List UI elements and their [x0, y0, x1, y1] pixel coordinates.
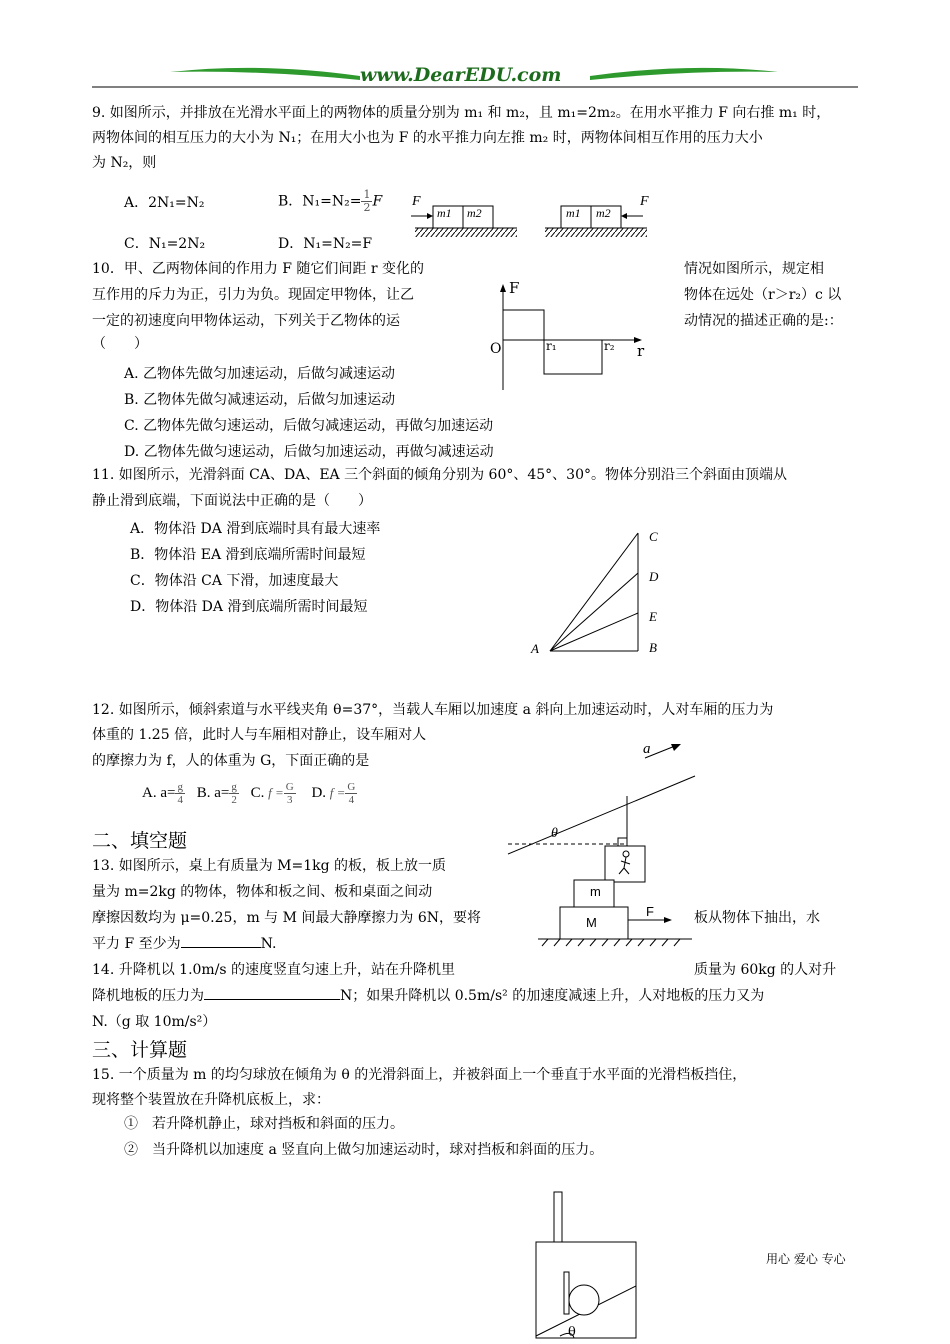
q9-fig-m2-right: m2: [596, 206, 611, 220]
q15-fig-theta: θ: [568, 1325, 576, 1340]
q13-answer-blank[interactable]: [181, 933, 261, 948]
section-calc-title: 三、计算题: [92, 1039, 188, 1061]
q9-line2: 两物体间的相互压力的大小为 N₁；在用大小也为 F 的水平推力向左推 m₂ 时，两物体间相互作用的压力大小: [92, 130, 763, 146]
q13-fig-M: M: [586, 915, 597, 930]
q10-option-b: B. 乙物体先做匀减速运动，后做匀加速运动: [124, 392, 396, 408]
q10-option-d: D. 乙物体先做匀速运动，后做匀加速运动，再做匀减速运动: [124, 444, 494, 460]
q10-line1b: 情况如图所示，规定相: [684, 261, 824, 277]
q10-fig-O: O: [490, 341, 502, 357]
q9-line3: 为 N₂，则: [92, 155, 157, 171]
q14-line1a: 14. 升降机以 1.0m/s 的速度竖直匀速上升，站在升降机里: [92, 962, 456, 978]
q13-line2: 量为 m=2kg 的物体，物体和板之间、板和桌面之间动: [92, 884, 433, 900]
q12-cable-car-figure: [505, 740, 705, 890]
q15-item-1: ① 若升降机静止，球对挡板和斜面的压力。: [124, 1116, 404, 1132]
q9-line1: 9. 如图所示，并排放在光滑水平面上的两物体的质量分别为 m₁ 和 m₂，且 m₁=2m₂。在用水平推力 F 向右推 m₁ 时，: [92, 105, 831, 121]
q15-elevator-figure: [532, 1192, 652, 1342]
q9-fig-F-right: F: [640, 194, 649, 209]
q10-line2a: 互作用的斥力为正，引力为负。现固定甲物体，让乙: [92, 287, 414, 303]
q9-option-c: C．N₁=2N₂: [124, 236, 206, 252]
q13-fig-m: m: [590, 884, 601, 899]
q13-fig-F: F: [646, 904, 654, 919]
q11-option-a: A．物体沿 DA 滑到底端时具有最大速率: [130, 521, 381, 537]
q11-option-b: B．物体沿 EA 滑到底端所需时间最短: [130, 547, 366, 563]
site-logo: www.DearEDU.com: [360, 64, 562, 86]
q11-fig-A: A: [531, 641, 539, 656]
q10-line1a: 10．甲、乙两物体间的作用力 F 随它们间距 r 变化的: [92, 261, 425, 277]
q10-option-c: C. 乙物体先做匀速运动，后做匀减速运动，再做匀加速运动: [124, 418, 494, 434]
q13-line4: 平力 F 至少为 N.: [92, 933, 276, 955]
q9-fig-F-left: F: [412, 194, 421, 209]
q13-line1: 13. 如图所示，桌上有质量为 M=1kg 的板，板上放一质: [92, 858, 447, 874]
footer-motto: 用心 爱心 专心: [766, 1252, 846, 1266]
q11-fig-C: C: [649, 529, 658, 544]
q12-line1: 12. 如图所示，倾斜索道与水平线夹角 θ=37°，当载人车厢以加速度 a 斜向上加速运动时，人对车厢的压力为: [92, 702, 774, 718]
q12-options: A. a= $\frac{g}{4}$ B. a= $\frac{g}{2}$ C. f = $\frac{G}{3}$ D. f = $\frac{G}{4}$: [142, 781, 356, 806]
q9-fig-m1-left: m1: [437, 206, 452, 220]
q15-item-2: ② 当升降机以加速度 a 竖直向上做匀加速运动时，球对挡板和斜面的压力。: [124, 1142, 604, 1158]
q10-fig-r: r: [637, 342, 645, 360]
q11-fig-E: E: [649, 609, 657, 624]
q14-line2: 降机地板的压力为 N；如果升降机以 0.5m/s² 的加速度减速上升，人对地板的压力又为: [92, 985, 764, 1007]
q14-answer-blank[interactable]: [204, 985, 340, 1000]
q12-fig-a: a: [643, 741, 651, 757]
q10-fig-F: F: [509, 279, 520, 297]
q14-line1b: 质量为 60kg 的人对升: [694, 962, 837, 978]
q10-option-a: A. 乙物体先做匀加速运动，后做匀减速运动: [124, 366, 396, 382]
q12-line2: 体重的 1.25 倍，此时人与车厢相对静止，设车厢对人: [92, 727, 427, 743]
q10-fig-r1: r₁: [546, 339, 557, 353]
q12-line3: 的摩擦力为 f，人的体重为 G，下面正确的是: [92, 753, 370, 769]
q11-line1: 11. 如图所示，光滑斜面 CA、DA、EA 三个斜面的倾角分别为 60°、45°、30°。物体分别沿三个斜面由顶端从: [92, 467, 787, 483]
q11-fig-D: D: [649, 569, 659, 584]
section-fill-in-title: 二、填空题: [92, 830, 188, 852]
q15-line2: 现将整个装置放在升降机底板上，求：: [92, 1092, 330, 1108]
q9-option-b: B．N₁=N₂= $\frac{1}{2}$ F: [278, 188, 383, 214]
q10-force-graph: [488, 282, 658, 392]
q10-line3b: 动情况的描述正确的是:：: [684, 313, 843, 329]
q9-fig-m1-right: m1: [566, 206, 581, 220]
q9-fig-m2-left: m2: [467, 206, 482, 220]
q14-line3: N.（g 取 10m/s²）: [92, 1014, 217, 1030]
q12-fig-theta: θ: [551, 826, 558, 841]
q15-line1: 15. 一个质量为 m 的均匀球放在倾角为 θ 的光滑斜面上，并被斜面上一个垂直于水平面的光滑档板挡住，: [92, 1067, 747, 1083]
q13-line3b: 板从物体下抽出，水: [694, 910, 820, 926]
q10-line3a: 一定的初速度向甲物体运动，下列关于乙物体的运: [92, 313, 400, 329]
q9-option-a: A．2N₁=N₂: [124, 195, 205, 211]
q10-line2b: 物体在远处（r＞r₂）c 以: [684, 287, 842, 303]
q10-fig-r2: r₂: [604, 339, 615, 353]
q11-fig-B: B: [649, 640, 657, 655]
q13-board-figure: [532, 880, 702, 950]
q11-line2: 静止滑到底端，下面说法中正确的是（ ）: [92, 493, 372, 509]
q13-line3a: 摩擦因数均为 μ=0.25，m 与 M 间最大静摩擦力为 6N，要将: [92, 910, 482, 926]
q11-option-c: C．物体沿 CA 下滑，加速度最大: [130, 573, 339, 589]
q11-option-d: D．物体沿 DA 滑到底端所需时间最短: [130, 599, 368, 615]
q10-paren: （ ）: [92, 336, 148, 352]
q9-option-d: D．N₁=N₂=F: [278, 236, 373, 252]
